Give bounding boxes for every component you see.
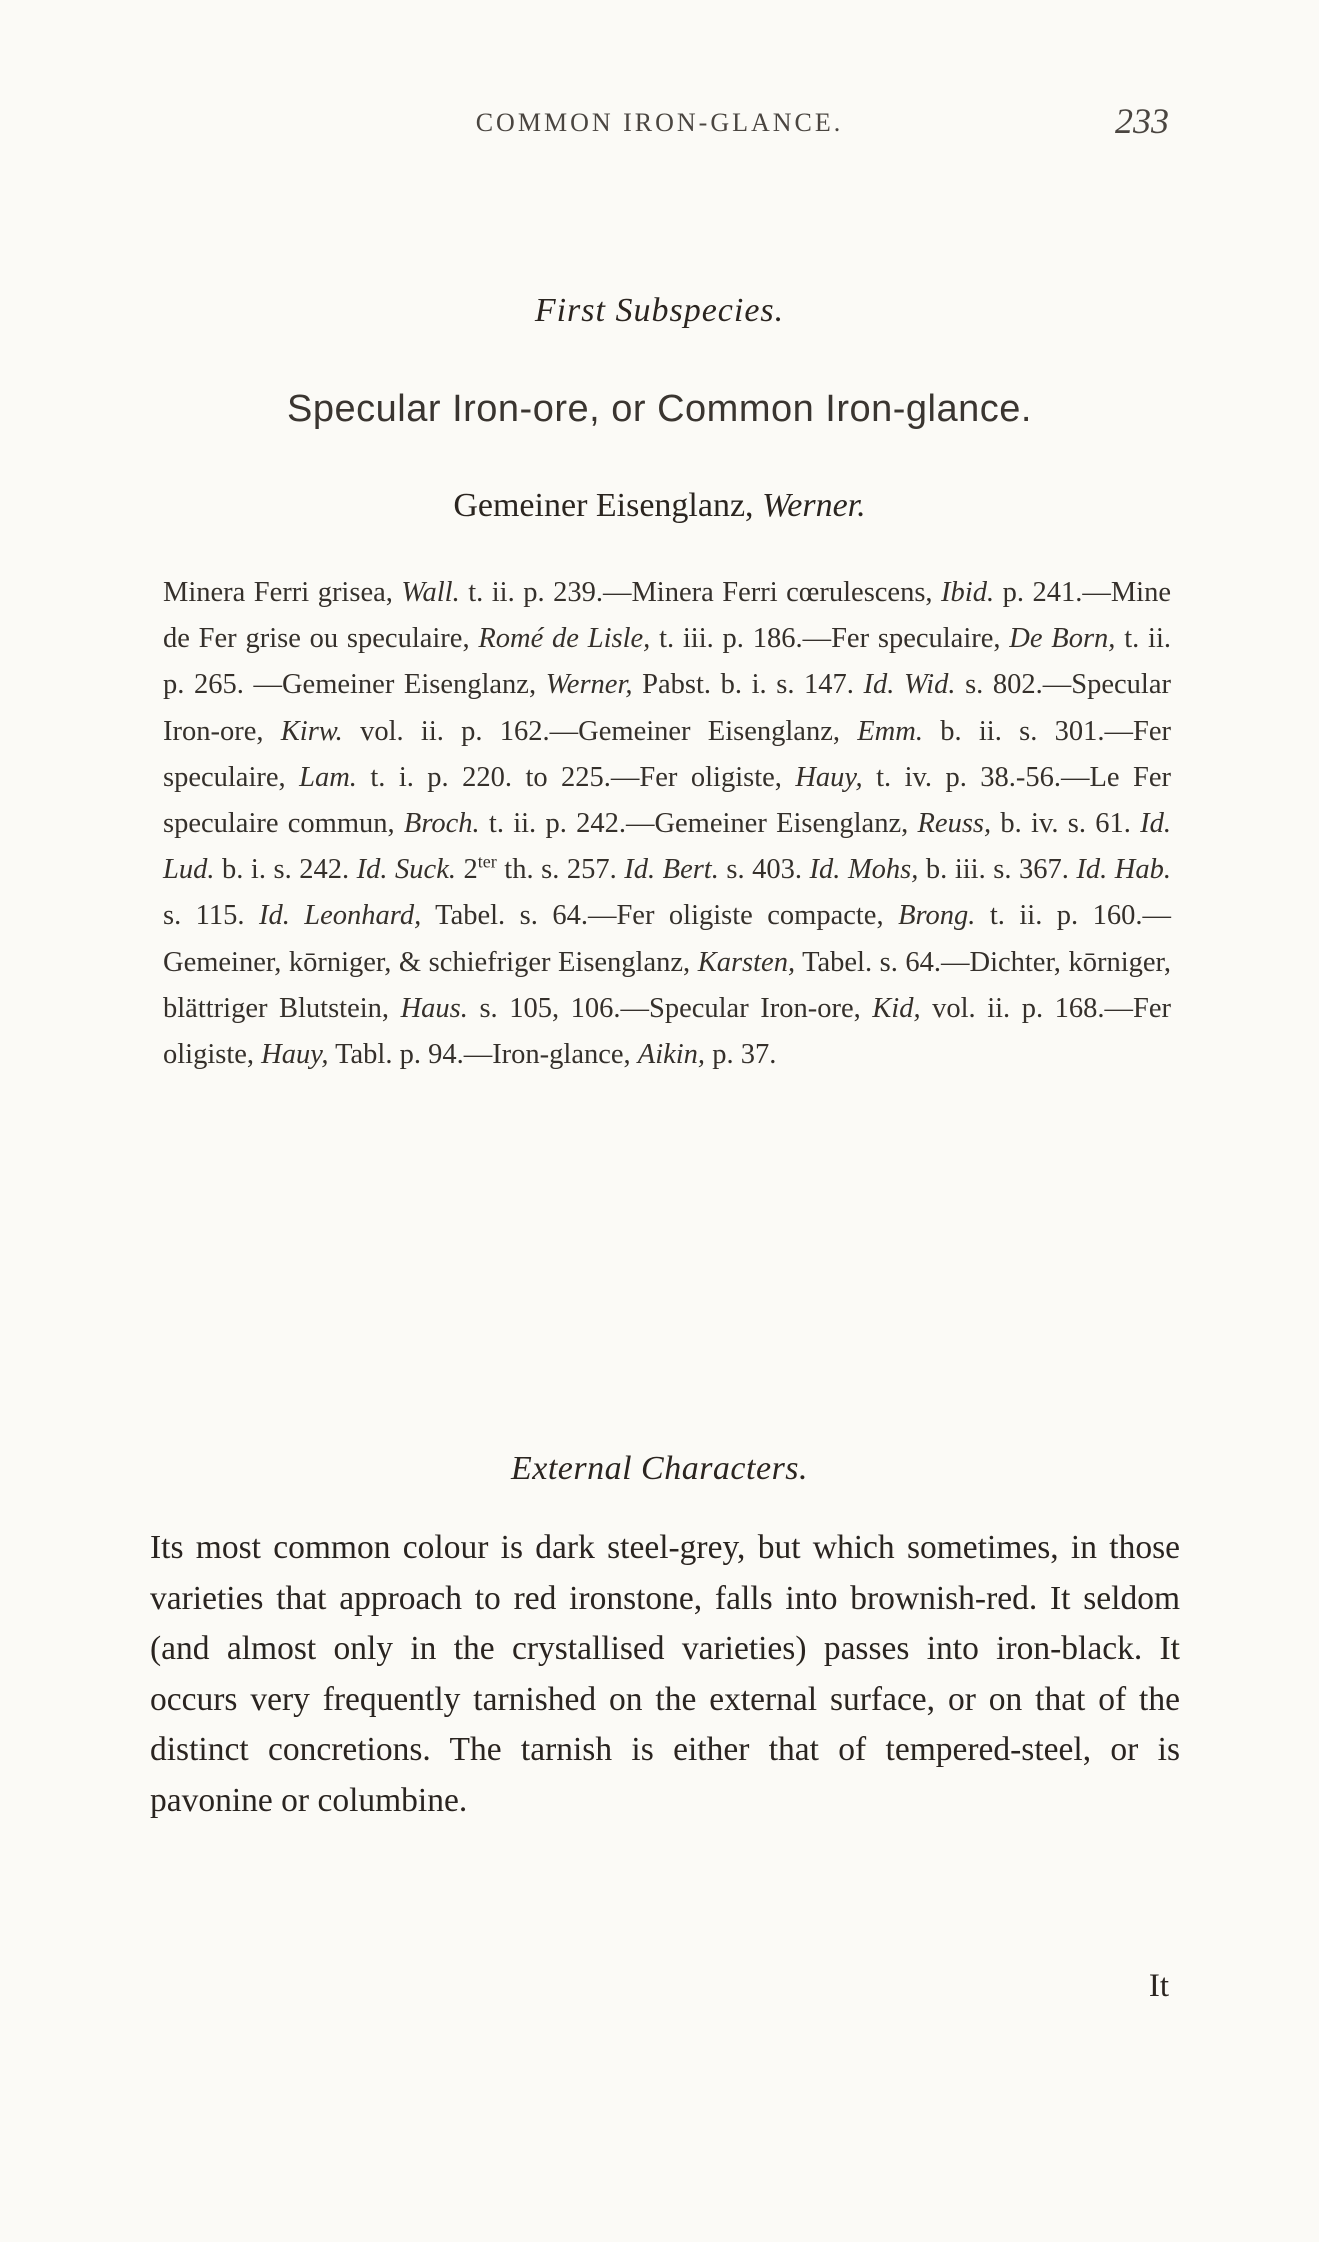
synonymy-text: t. ii. p. 265. —Gemeiner Eisenglanz,	[163, 623, 1172, 701]
synonymy-text: b. ii. s. 301.—Fer speculaire,	[163, 715, 1171, 793]
synonymy-text: t. iv. p. 38.-56.—Le Fer speculaire commun,	[163, 761, 1171, 840]
synonymy-citation: Ibid.	[941, 577, 995, 608]
synonymy-text: p. 37.	[705, 1039, 777, 1071]
body-paragraph: Its most common colour is dark steel-grey, but which sometimes, in those varieties that approach to red ironstone, falls into brownish-red. It seldom (and almost only in the crystallised varieties) passes into iron-black. It occurs very frequently tarnished on the external surface, or on that of the distinct concretions. The tarnish is either that of tempered-steel, or is pavonine or columbine.	[150, 1529, 1180, 1819]
synonymy-citation: Karsten,	[697, 946, 796, 978]
synonymy-text: b. iii. s. 367.	[918, 854, 1077, 886]
synonymy-citation: Emm.	[857, 715, 923, 747]
synonymy-paragraph	[163, 570, 1171, 1078]
page-number: 233	[1115, 101, 1169, 141]
synonymy-citation: Id. Mohs,	[809, 854, 919, 886]
synonymy-citation: Aikin,	[637, 1039, 706, 1071]
synonymy-citation: Kid,	[872, 992, 921, 1024]
synonymy-text: vol. ii. p. 168.—Fer oligiste,	[163, 992, 1171, 1071]
synonymy-citation: Id. Leonhard,	[258, 900, 422, 932]
synonymy-citation: Werner,	[545, 669, 633, 701]
synonymy-text: Tabel. s. 64.—Dichter, kōrniger, blättriger Blutstein,	[163, 946, 1171, 1024]
section-heading: External Characters.	[510, 1450, 809, 1487]
synonymy-text: s. 403.	[718, 854, 810, 886]
synonymy-text: t. iii. p. 186.—Fer speculaire,	[650, 623, 1010, 655]
subspecies-heading: First Subspecies.	[534, 292, 785, 329]
synonymy-citation: Lam.	[299, 761, 357, 793]
synonymy-text: p. 241.—Mine de Fer grise ou speculaire,	[163, 577, 1171, 655]
synonymy-citation: Broch.	[403, 808, 480, 840]
synonymy-text: s. 115.	[163, 900, 259, 932]
running-title: COMMON IRON-GLANCE.	[475, 108, 844, 137]
synonymy-citation: Id. Hab.	[1076, 854, 1172, 886]
synonymy-text: Tabl. p. 94.—Iron-glance,	[328, 1039, 638, 1071]
synonymy-citation: Brong.	[898, 900, 976, 932]
synonymy-text: Tabel. s. 64.—Fer oligiste compacte,	[421, 900, 899, 932]
synonymy-text: s. 105, 106.—Specular Iron-ore,	[467, 992, 873, 1024]
synonymy-text: b. iv. s. 61.	[991, 808, 1141, 840]
synonymy-text: t. ii. p. 242.—Gemeiner Eisenglanz,	[479, 808, 918, 840]
synonymy-citation: Romé de Lisle,	[478, 623, 651, 655]
synonymy-citation: Id. Suck.	[356, 854, 456, 886]
synonymy-citation: De Born,	[1009, 623, 1116, 655]
synonymy-text: Pabst. b. i. s. 147.	[632, 669, 864, 701]
catchword: It	[1148, 1968, 1169, 2004]
synonymy-text: Minera Ferri grisea,	[163, 577, 402, 608]
synonymy-citation: Id. Wid.	[863, 669, 956, 701]
synonymy-text: th. s. 257.	[496, 854, 625, 886]
synonymy-citation: Id. Bert.	[624, 854, 719, 886]
german-name-author: Werner.	[762, 487, 866, 524]
synonymy-citation: Haus.	[400, 992, 468, 1024]
synonymy-text: t. ii. p. 239.—Minera Ferri cœrulescens,	[459, 577, 942, 608]
german-name-text: Gemeiner Eisenglanz,	[453, 487, 754, 524]
synonymy-citation: Id. Lud.	[163, 808, 1171, 886]
synonymy-text: t. i. p. 220. to 225.—Fer oligiste,	[356, 761, 796, 793]
synonymy-text: vol. ii. p. 162.—Gemeiner Eisenglanz,	[342, 715, 858, 747]
superscript: ter	[477, 851, 497, 872]
synonymy-text: t. ii. p. 160.—Gemeiner, kōrniger, & schiefriger Eisenglanz,	[163, 900, 1171, 978]
synonymy-text: b. i. s. 242.	[214, 854, 357, 886]
synonymy-citation: Wall.	[401, 577, 460, 608]
german-name	[150, 487, 1169, 525]
synonymy-text: 2	[455, 854, 478, 886]
synonymy-citation: Hauy,	[261, 1039, 329, 1071]
synonymy-citation: Reuss,	[917, 808, 992, 840]
synonymy-text: s. 802.—Specular Iron-ore,	[163, 669, 1171, 747]
running-head	[150, 101, 1169, 148]
synonymy-citation: Hauy,	[795, 761, 863, 793]
synonymy-citation: Kirw.	[280, 715, 343, 747]
species-name: Specular Iron-ore, or Common Iron-glance.	[287, 388, 1032, 430]
